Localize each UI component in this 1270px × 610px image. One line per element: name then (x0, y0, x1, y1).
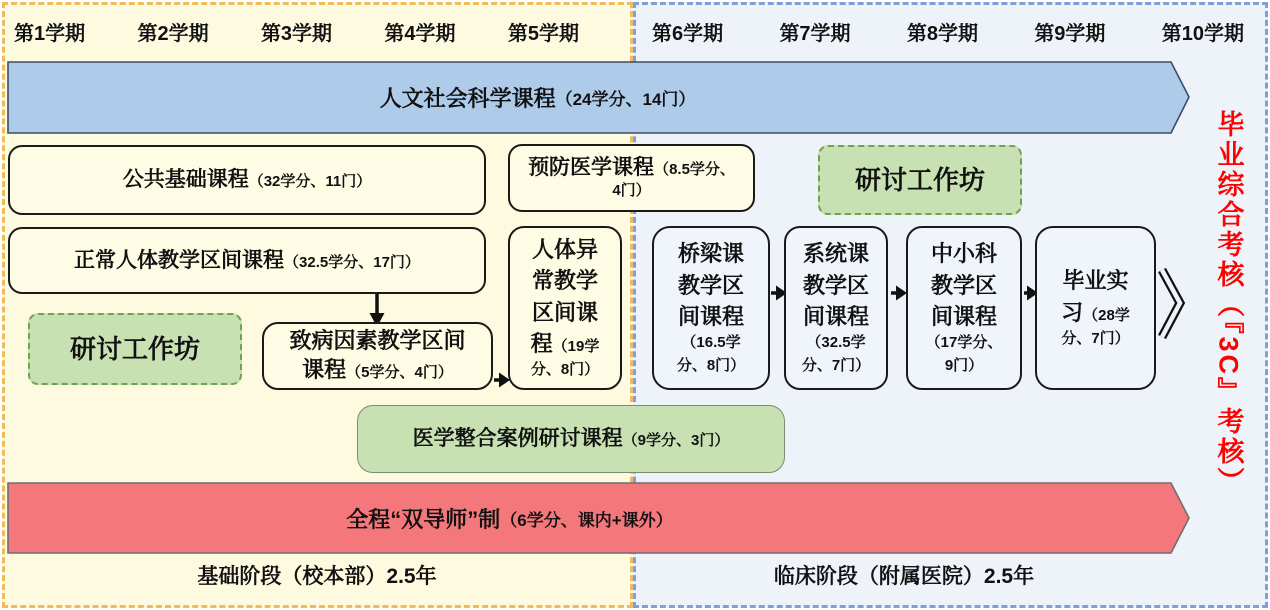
box-title: 正常人体教学区间课程 (74, 248, 285, 272)
box-minor-specialty-courses (906, 226, 1022, 390)
box-preventive-medicine (508, 144, 755, 212)
box-workshop-right (818, 145, 1022, 215)
semester-row-right (652, 16, 1244, 46)
banner-detail: （24学分、14门） (555, 90, 696, 109)
box-detail: （17学分、9门） (925, 334, 1003, 374)
banner-detail: （6学分、课内+课外） (500, 510, 673, 530)
box-normal-body-courses (8, 227, 486, 294)
box-abnormal-body-courses (508, 226, 622, 390)
box-system-courses (784, 226, 888, 390)
box-title: 医学整合案例研讨课程 (412, 427, 623, 451)
box-detail: （32.5学分、17门） (284, 253, 420, 271)
box-title: 致病因素教学区间课程 (289, 328, 466, 382)
box-bridge-courses (652, 226, 770, 390)
banner-title: 人文社会科学课程 (379, 86, 556, 111)
box-detail: （28学分、7门） (1061, 306, 1130, 347)
semester-label: 第6学期 (652, 22, 724, 45)
box-graduation-internship (1035, 226, 1156, 390)
box-detail: （8.5学分、4门） (612, 160, 735, 200)
box-title: 人体异常教学区间课程 (530, 237, 598, 356)
box-detail: （32.5学分、7门） (801, 334, 871, 374)
box-title: 公共基础课程 (122, 168, 249, 192)
semester-label: 第10学期 (1161, 22, 1244, 45)
box-title: 研讨工作坊 (69, 333, 200, 364)
box-detail: （9学分、3门） (622, 432, 730, 450)
semester-label: 第1学期 (14, 22, 86, 45)
clinical-stage-label: 临床阶段（附属医院）2.5年 (773, 565, 1035, 588)
box-detail: （16.5学分、8门） (676, 334, 746, 374)
semester-label: 第8学期 (906, 22, 978, 45)
semester-label: 第7学期 (779, 22, 851, 45)
box-detail: （32学分、11门） (248, 173, 372, 191)
box-detail: （19学分、8门） (530, 337, 600, 379)
box-title: 中小科教学区间课程 (930, 241, 997, 329)
box-integrated-case-courses (357, 405, 785, 473)
graduation-assessment-label: 毕业综合考核（『3C』考核） (1213, 110, 1244, 498)
semester-label: 第4学期 (384, 22, 456, 45)
semester-label: 第3学期 (260, 22, 333, 45)
semester-label: 第9学期 (1034, 22, 1106, 45)
box-title: 系统课教学区间课程 (802, 241, 869, 329)
box-title: 桥梁课教学区间课程 (677, 241, 744, 329)
box-public-basic-courses (8, 145, 486, 215)
semester-label: 第2学期 (137, 22, 209, 45)
semester-row-left (14, 16, 579, 46)
banner-title: 全程“双导师”制 (346, 506, 501, 532)
semester-label: 第5学期 (507, 22, 579, 45)
box-title: 研讨工作坊 (854, 164, 985, 195)
flow-arrow-icon (891, 286, 907, 301)
humanities-banner (0, 62, 1119, 133)
mentor-banner (0, 483, 1091, 553)
box-workshop-left (28, 313, 242, 385)
box-title: 预防医学课程 (528, 155, 655, 179)
box-pathogenic-courses (262, 322, 493, 390)
double-chevron-icon (1162, 270, 1180, 337)
basic-stage-label: 基础阶段（校本部）2.5年 (197, 565, 437, 588)
box-title: 毕业实习 (1061, 268, 1129, 325)
box-detail: （5学分、4门） (346, 364, 453, 381)
